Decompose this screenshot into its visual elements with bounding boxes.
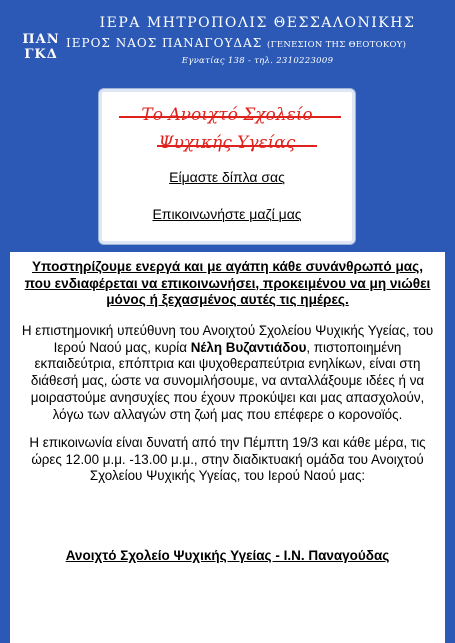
card-contact-line: Επικοινωνήστε μαζί μας	[152, 206, 302, 222]
card-title-line-2: Ψυχικής Υγείας	[158, 133, 296, 153]
main-content	[10, 252, 445, 643]
title-card	[98, 88, 356, 245]
header	[0, 0, 455, 78]
coordinator-text-a: Η επιστημονική υπεύθυνη του Ανοιχτού Σχολείου Ψυχικής Υγείας, του Ιερού Ναού μας, κυρία	[21, 323, 434, 355]
coordinator-text-b: , πιστοποιημένη εκπαιδεύτρια, επόπτρια και ψυχοθεραπεύτρια ενηλίκων, είναι στη διάθεσή μας, ώστε να συνομιλήσουμε, να ανταλλάξουμε ιδέες ή να μοιραστούμε ανησυχίες που έχουν προκύψει και μας απασχολούν, λόγω των αλλαγών στη ζωή μας που επέφερε ο κορονοϊός.	[30, 339, 425, 422]
schedule-paragraph: Η επικοινωνία είναι δυνατή από την Πέμπτη 19/3 και κάθε μέρα, τις ώρες 12.00 μ.μ. -13.00 μ.μ., στην διαδικτυακή ομάδα του Ανοιχτού Σχολείου Ψυχικής Υγείας, του Ιερού Ναού μας:	[29, 435, 426, 484]
church-subtitle-main: ΙΕΡΟΣ ΝΑΟΣ ΠΑΝΑΓΟΥΔΑΣ	[66, 36, 263, 50]
church-subtitle	[66, 36, 455, 50]
intro-paragraph: Υποστηρίζουμε ενεργά και με αγάπη κάθε συνάνθρωπό μας, που ενδιαφέρεται να επικοινωνήσει, προκειμένου να μη νιώθει μόνος ή ξεχασμένος αυτές τις ημέρες.	[24, 259, 431, 307]
coordinator-name: Νέλη Βυζαντιάδου	[190, 339, 307, 355]
logo-line-1: ΠΑΝ	[22, 32, 60, 47]
logo-line-2: ΓΚΔ	[24, 47, 58, 62]
church-logo	[22, 32, 60, 66]
coordinator-paragraph	[16, 323, 439, 423]
card-tagline: Είμαστε δίπλα σας	[169, 169, 285, 185]
card-title-line-1: Το Ανοιχτό Σχολείο	[141, 105, 313, 125]
group-name: Ανοιχτό Σχολείο Ψυχικής Υγείας - Ι.Ν. Παναγούδας	[65, 548, 390, 563]
church-name: ΙΕΡΑ ΜΗΤΡΟΠΟΛΙΣ ΘΕΣΣΑΛΟΝΙΚΗΣ	[99, 15, 416, 31]
church-address: Εγνατίας 138 - τηλ. 2310223009	[181, 56, 334, 66]
church-subtitle-small: (ΓΕΝΕΣΙΟΝ ΤΗΣ ΘΕΟΤΟΚΟΥ)	[267, 40, 407, 50]
